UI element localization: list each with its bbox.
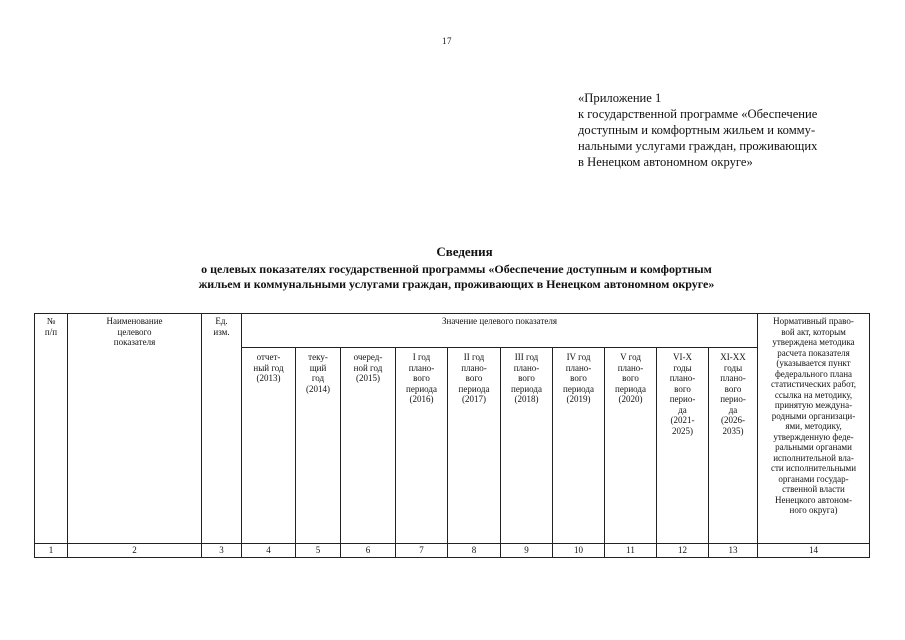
column-number-cell: 13 bbox=[709, 544, 758, 558]
header-no: № п/п bbox=[35, 314, 68, 544]
header-year-2020: V год плано- вого периода (2020) bbox=[605, 348, 657, 544]
appendix-line: «Приложение 1 bbox=[578, 91, 662, 105]
column-number-cell: 12 bbox=[657, 544, 709, 558]
header-year-2019: IV год плано- вого периода (2019) bbox=[553, 348, 605, 544]
appendix-line: в Ненецком автономном округе» bbox=[578, 155, 753, 169]
page-number: 17 bbox=[442, 36, 452, 46]
header-year-2014: теку- щий год (2014) bbox=[296, 348, 341, 544]
appendix-note bbox=[578, 90, 878, 170]
column-number-cell: 5 bbox=[296, 544, 341, 558]
heading-subtitle-line: жильем и коммунальными услугами граждан, проживающих в Ненецком автономном округе» bbox=[198, 277, 715, 291]
column-number-cell: 3 bbox=[202, 544, 242, 558]
header-year-2017: II год плано- вого периода (2017) bbox=[448, 348, 501, 544]
header-years-2026-2035: XI-XX годы плано- вого перио- да (2026- 2035) bbox=[709, 348, 758, 544]
indicators-table bbox=[34, 313, 870, 558]
header-year-2013: отчет- ный год (2013) bbox=[242, 348, 296, 544]
column-number-cell: 7 bbox=[396, 544, 448, 558]
header-year-2018: III год плано- вого периода (2018) bbox=[501, 348, 553, 544]
column-number-cell: 14 bbox=[758, 544, 870, 558]
header-year-2015: очеред- ной год (2015) bbox=[341, 348, 396, 544]
column-number-cell: 11 bbox=[605, 544, 657, 558]
heading-subtitle-line: о целевых показателях государственной программы «Обеспечение доступным и комфортным bbox=[201, 262, 712, 276]
document-heading bbox=[0, 244, 905, 292]
column-number-cell: 10 bbox=[553, 544, 605, 558]
column-number-cell: 6 bbox=[341, 544, 396, 558]
column-number-cell: 1 bbox=[35, 544, 68, 558]
column-number-cell: 9 bbox=[501, 544, 553, 558]
column-number-cell: 8 bbox=[448, 544, 501, 558]
header-unit: Ед. изм. bbox=[202, 314, 242, 544]
header-year-2016: I год плано- вого периода (2016) bbox=[396, 348, 448, 544]
header-legal-act: Нормативный право- вой акт, которым утверждена методика расчета показателя (указывается пункт федерального плана статистических работ, ссылка на методику, принятую междуна- родными организаци- ями, методику, утвержденную феде- ральными органами исполнительной вла- сти исполнительными органами государ- ственной власти Ненецкого автоном- ного округа) bbox=[758, 314, 870, 544]
header-indicator-name: Наименование целевого показателя bbox=[68, 314, 202, 544]
heading-title: Сведения bbox=[436, 244, 493, 259]
column-number-cell: 4 bbox=[242, 544, 296, 558]
appendix-line: к государственной программе «Обеспечение bbox=[578, 107, 818, 121]
appendix-line: нальными услугами граждан, проживающих bbox=[578, 139, 818, 153]
header-value-group: Значение целевого показателя bbox=[242, 314, 758, 348]
appendix-line: доступным и комфортным жильем и комму- bbox=[578, 123, 816, 137]
column-number-cell: 2 bbox=[68, 544, 202, 558]
header-years-2021-2025: VI-X годы плано- вого перио- да (2021- 2025) bbox=[657, 348, 709, 544]
